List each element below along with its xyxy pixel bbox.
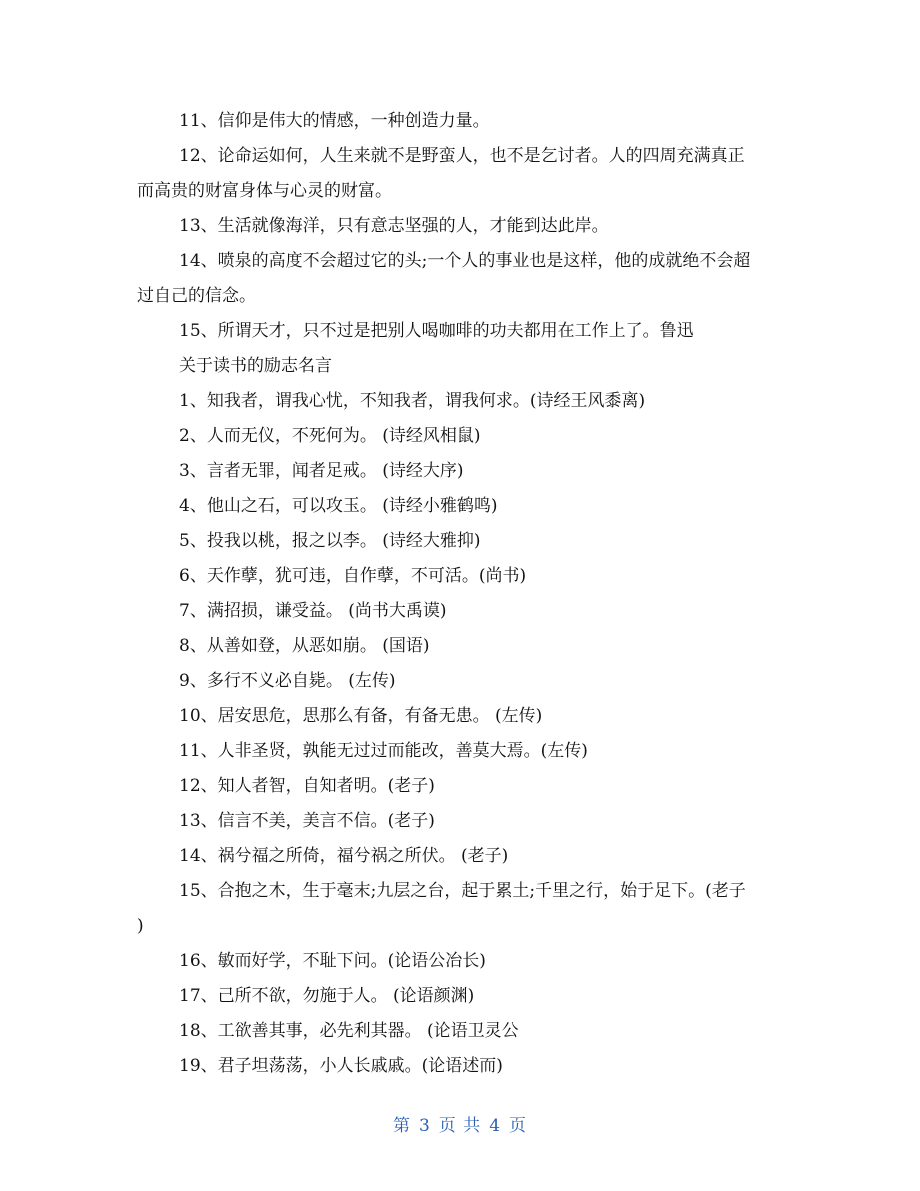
text-line: 11、信仰是伟大的情感，一种创造力量。 xyxy=(179,111,490,131)
footer-prefix: 第 xyxy=(392,1116,411,1136)
text-line: 7、满招损，谦受益。 (尚书大禹谟) xyxy=(179,601,447,621)
text-line: 4、他山之石，可以攻玉。 (诗经小雅鹤鸣) xyxy=(179,496,498,516)
text-line: 9、多行不义必自毙。 (左传) xyxy=(179,671,396,691)
text-line: 5、投我以桃，报之以李。 (诗经大雅抑) xyxy=(179,531,481,551)
text-line: 19、君子坦荡荡，小人长戚戚。(论语述而) xyxy=(179,1056,503,1076)
text-line: 15、所谓天才，只不过是把别人喝咖啡的功夫都用在工作上了。鲁迅 xyxy=(179,321,694,341)
text-line: 14、祸兮福之所倚，福兮祸之所伏。 (老子) xyxy=(179,846,509,866)
document-body xyxy=(137,104,787,1084)
text-line: 关于读书的励志名言 xyxy=(179,356,332,376)
text-line: 1、知我者，谓我心忧，不知我者，谓我何求。(诗经王风黍离) xyxy=(179,391,646,411)
text-line: 14、喷泉的高度不会超过它的头;一个人的事业也是这样，他的成就绝不会超 xyxy=(179,251,751,271)
text-line: 2、人而无仪，不死何为。 (诗经风相鼠) xyxy=(179,426,481,446)
page-footer xyxy=(0,1111,920,1136)
text-line: 过自己的信念。 xyxy=(137,286,256,306)
text-line: 8、从善如登，从恶如崩。 (国语) xyxy=(179,636,430,656)
footer-total-pages: 4 xyxy=(489,1116,502,1136)
text-line: 13、生活就像海洋，只有意志坚强的人，才能到达此岸。 xyxy=(179,216,609,236)
text-line: 16、敏而好学，不耻下问。(论语公冶长) xyxy=(179,951,486,971)
text-line: 3、言者无罪，闻者足戒。 (诗经大序) xyxy=(179,461,464,481)
footer-current-page: 3 xyxy=(418,1116,431,1136)
text-line: 6、天作孽，犹可违，自作孽，不可活。(尚书) xyxy=(179,566,527,586)
footer-suffix: 页 xyxy=(509,1116,528,1136)
text-line: 12、知人者智，自知者明。(老子) xyxy=(179,776,435,796)
text-line: 15、合抱之木，生于毫末;九层之台，起于累土;千里之行，始于足下。(老子 xyxy=(179,881,746,901)
text-line: ) xyxy=(137,916,144,936)
text-line: 10、居安思危，思那么有备，有备无患。 (左传) xyxy=(179,706,543,726)
text-line: 13、信言不美，美言不信。(老子) xyxy=(179,811,435,831)
text-line: 11、人非圣贤，孰能无过过而能改，善莫大焉。(左传) xyxy=(179,741,588,761)
footer-middle: 页 共 xyxy=(438,1116,482,1136)
text-line: 而高贵的财富身体与心灵的财富。 xyxy=(137,181,392,201)
text-line: 12、论命运如何，人生来就不是野蛮人，也不是乞讨者。人的四周充满真正 xyxy=(179,146,745,166)
text-line: 18、工欲善其事，必先利其器。 (论语卫灵公 xyxy=(179,1021,519,1041)
text-line: 17、己所不欲，勿施于人。 (论语颜渊) xyxy=(179,986,475,1006)
